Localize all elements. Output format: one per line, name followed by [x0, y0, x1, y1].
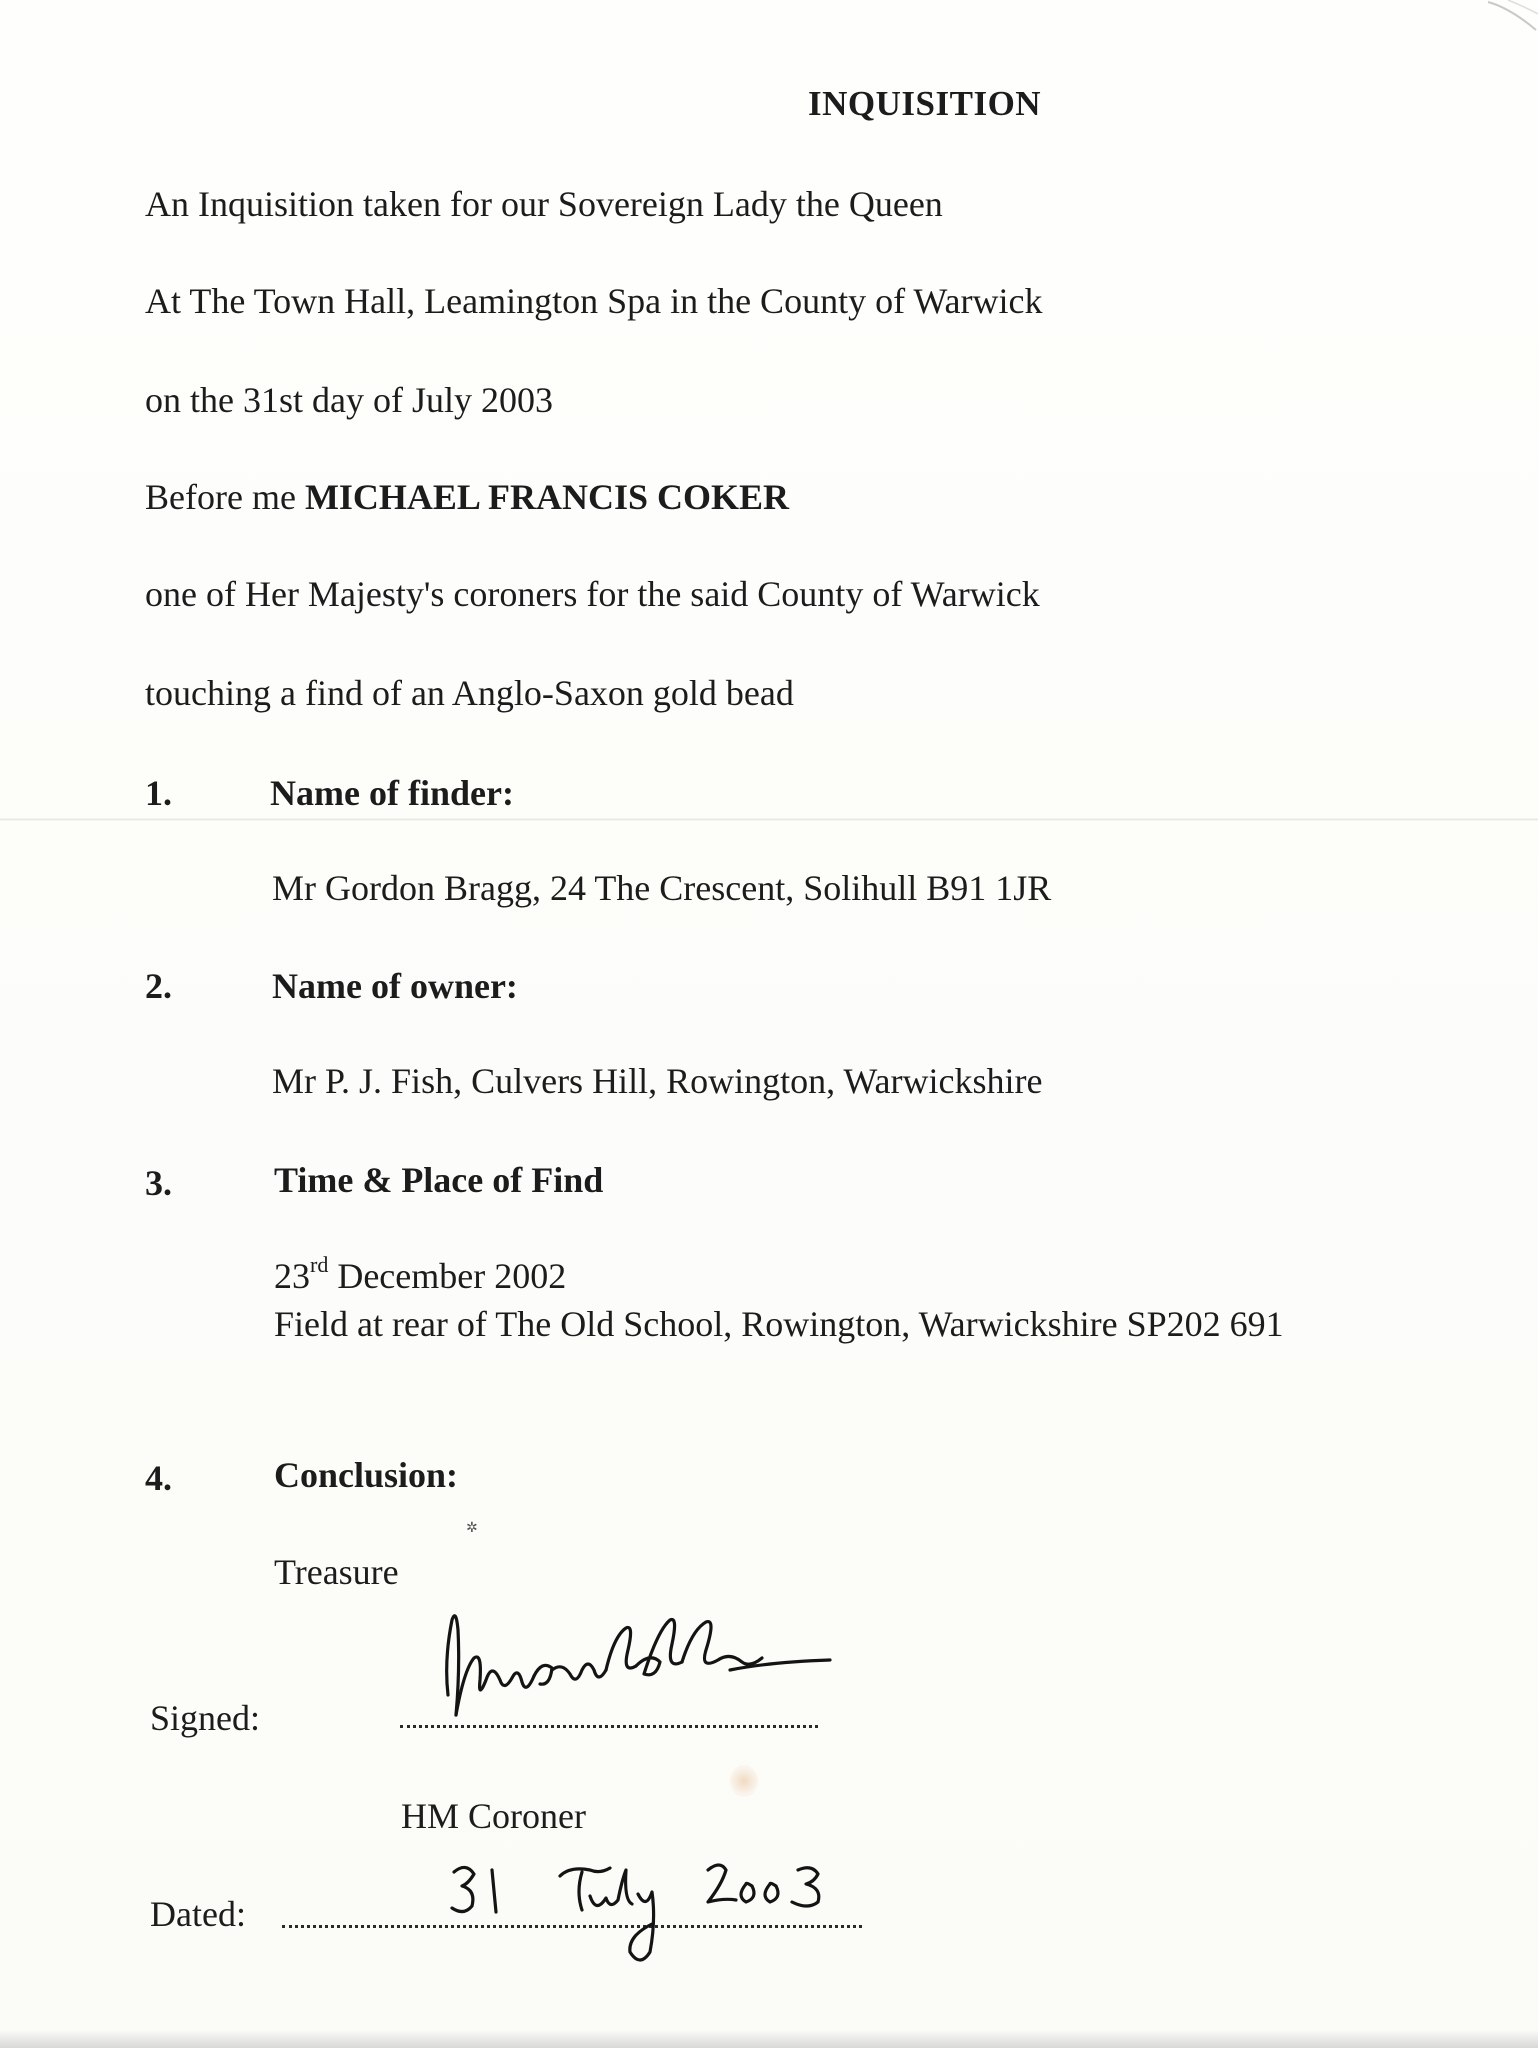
- item-3-heading: Time & Place of Find: [274, 1160, 604, 1200]
- speck-mark: ✲: [466, 1521, 478, 1536]
- item-2-heading: Name of owner:: [272, 966, 518, 1006]
- intro-line-6: touching a find of an Anglo-Saxon gold bead: [145, 673, 794, 713]
- handwritten-signature: [430, 1600, 850, 1730]
- scan-edge-shadow: [0, 2030, 1538, 2048]
- item-3-number: 3.: [145, 1163, 172, 1203]
- before-me-prefix: Before me: [145, 477, 296, 517]
- intro-line-5: one of Her Majesty's coroners for the said County of Warwick: [145, 574, 1040, 614]
- item-4-heading: Conclusion:: [274, 1455, 459, 1495]
- owner-value: Mr P. J. Fish, Culvers Hill, Rowington, Warwickshire: [272, 1061, 1043, 1101]
- conclusion-value: Treasure: [274, 1552, 399, 1592]
- find-date-day: 23: [274, 1256, 310, 1296]
- find-date: [274, 1252, 567, 1296]
- paper-stain: [730, 1765, 758, 1797]
- item-2-number: 2.: [145, 966, 172, 1006]
- signature-dotted-line: [400, 1725, 818, 1728]
- intro-line-1: An Inquisition taken for our Sovereign Lady the Queen: [145, 184, 943, 224]
- find-place: Field at rear of The Old School, Rowington, Warwickshire SP202 691: [274, 1304, 1284, 1344]
- coroner-name: MICHAEL FRANCIS COKER: [304, 477, 789, 517]
- find-date-suffix: rd: [310, 1252, 329, 1277]
- paper-fold-line: [0, 818, 1538, 821]
- item-1-number: 1.: [145, 773, 172, 813]
- before-me-line: [145, 479, 789, 515]
- intro-line-3: on the 31st day of July 2003: [145, 380, 553, 420]
- finder-value: Mr Gordon Bragg, 24 The Crescent, Solihull B91 1JR: [272, 868, 1052, 908]
- signatory-title: HM Coroner: [401, 1796, 586, 1836]
- signed-label: Signed:: [150, 1698, 261, 1738]
- intro-line-2: At The Town Hall, Leamington Spa in the County of Warwick: [145, 281, 1043, 321]
- document-title: INQUISITION: [808, 84, 1042, 123]
- find-date-rest: December 2002: [328, 1256, 567, 1296]
- item-1-heading: Name of finder:: [270, 773, 514, 813]
- item-4-number: 4.: [145, 1458, 172, 1498]
- corner-curl: [1448, 0, 1538, 60]
- handwritten-date: [440, 1840, 860, 1970]
- dated-label: Dated:: [150, 1894, 246, 1934]
